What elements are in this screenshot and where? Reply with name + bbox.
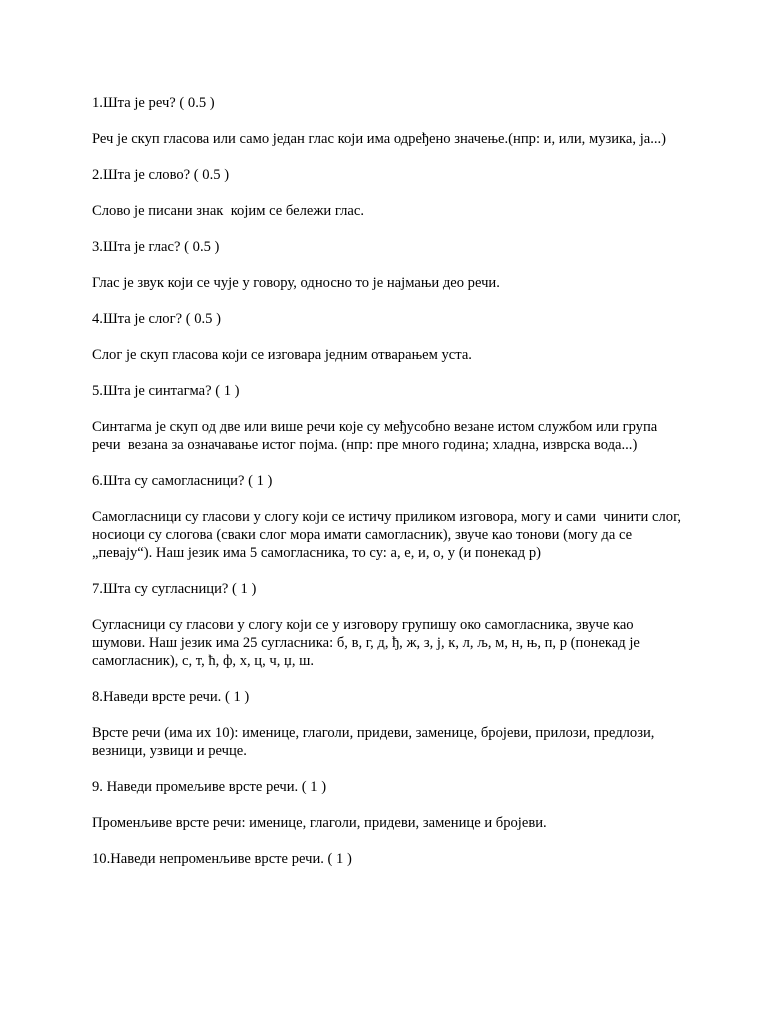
question-9: 9. Наведи промељиве врсте речи. ( 1 ) (92, 779, 327, 795)
question-3: 3.Шта је глас? ( 0.5 ) (92, 239, 220, 255)
answer-1: Реч је скуп гласова или само један глас који има одређено значење.(нпр: и, или, музика, ја...) (92, 131, 667, 147)
answer-2: Слово је писани знак којим се бележи глас. (92, 203, 365, 219)
question-2: 2.Шта је слово? ( 0.5 ) (92, 167, 230, 183)
question-8: 8.Наведи врсте речи. ( 1 ) (92, 689, 250, 705)
question-4: 4.Шта је слог? ( 0.5 ) (92, 311, 221, 327)
answer-3: Глас је звук који се чује у говору, односно то је најмањи део речи. (92, 275, 500, 291)
answer-9: Променљиве врсте речи: именице, глаголи, придеви, заменице и бројеви. (92, 815, 547, 831)
question-5: 5.Шта је синтагма? ( 1 ) (92, 383, 240, 399)
answer-5: Синтагма је скуп од две или више речи које су међусобно везане истом службом или група речи везана за означавање истог појма. (нпр: пре много година; хладна, изврска вода...) (92, 419, 661, 453)
document-page (92, 94, 684, 886)
answer-4: Слог је скуп гласова који се изговара једним отварањем уста. (92, 347, 472, 363)
question-6: 6.Шта су самогласници? ( 1 ) (92, 473, 273, 489)
answer-8: Врсте речи (има их 10): именице, глаголи, придеви, заменице, бројеви, прилози, предлози, везници, узвици и речце. (92, 725, 659, 759)
question-10: 10.Наведи непроменљиве врсте речи. ( 1 ) (92, 851, 352, 867)
answer-6: Самогласници су гласови у слогу који се истичу приликом изговора, могу и сами чинити слог, носиоци су слогова (сваки слог мора имати самогласник), звуче као тонови (могу да се „певају“). Наш језик има 5 самогласника, то су: а, е, и, о, у (и понекад р) (92, 509, 685, 561)
question-1: 1.Шта је реч? ( 0.5 ) (92, 95, 215, 111)
answer-7: Сугласници су гласови у слогу који се у изговору групишу око самогласника, звуче као шумови. Наш језик има 25 сугласника: б, в, г, д, ђ, ж, з, ј, к, л, љ, м, н, њ, п, р (понекад је самогласник), с, т, ћ, ф, х, ц, ч, џ, ш. (92, 617, 644, 669)
question-7: 7.Шта су сугласници? ( 1 ) (92, 581, 257, 597)
